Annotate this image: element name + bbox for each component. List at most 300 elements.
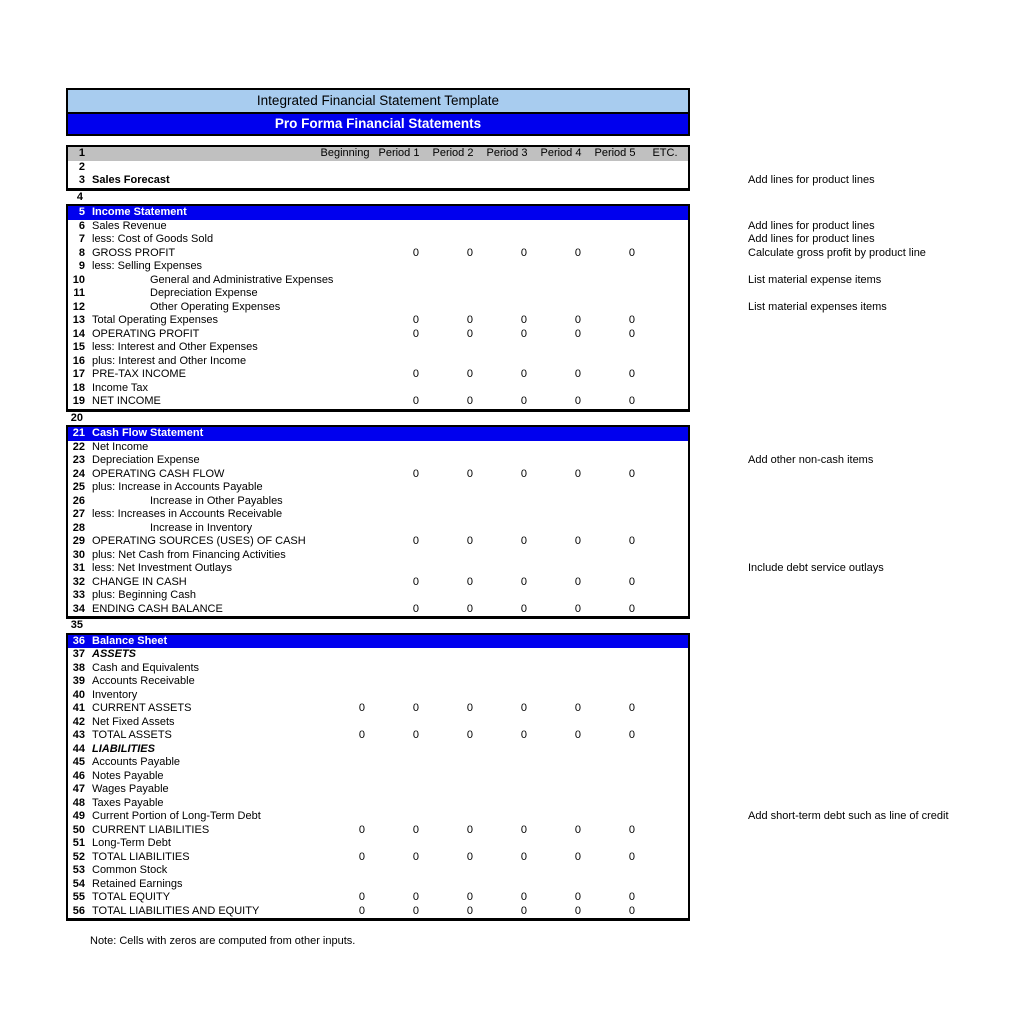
sheet-row [68,328,688,342]
value-cell [588,562,642,576]
value-cell [588,233,642,247]
sheet-row [68,260,688,274]
value-cell: 0 [466,729,473,741]
value-cell [318,878,372,892]
value-cell [318,468,372,482]
value-cell [480,675,534,689]
value-cell: 0 [574,395,581,407]
value-cell [588,287,642,301]
value-cell [480,810,534,824]
value-cell [536,191,590,205]
row-label: TOTAL LIABILITIES [92,850,190,863]
value-cell [590,619,644,633]
value-cell: 0 [358,850,365,863]
value-cell: 0 [628,850,635,863]
value-cell [374,191,428,205]
value-cell [480,441,534,455]
value-cell [372,495,426,509]
margin-note: Add lines for product lines [748,233,875,245]
value-cell [642,328,688,342]
row-number: 52 [72,850,85,863]
row-number: 15 [72,341,85,353]
value-cell: 0 [412,891,419,903]
value-cell [372,481,426,495]
row-label: less: Interest and Other Expenses [92,341,258,353]
value-cell [318,716,372,730]
value-cell [480,522,534,536]
row-number: 19 [72,395,85,407]
value-cell [534,797,588,811]
value-cell [642,824,688,838]
row-label: Income Tax [92,381,149,394]
value-cell: 0 [628,246,635,259]
value-cell [588,522,642,536]
value-cell [426,174,480,188]
value-cell [588,648,642,662]
value-cell [644,191,690,205]
value-cell [588,716,642,730]
value-cell: 0 [466,823,473,836]
value-cell [426,648,480,662]
value-cell [642,562,688,576]
value-cell [482,412,536,426]
value-cell [428,191,482,205]
row-label: CURRENT ASSETS [92,702,192,714]
value-cell [318,770,372,784]
value-cell: 0 [520,602,527,615]
value-cell: 0 [520,395,527,407]
row-number: 20 [70,411,83,424]
value-cell: 0 [628,535,635,547]
value-cell [534,635,588,649]
value-cell [588,797,642,811]
value-cell [320,191,374,205]
sheet-row [68,161,688,175]
value-cell [534,837,588,851]
value-cell: 0 [520,246,527,259]
row-number: 24 [72,467,85,480]
value-cell [372,220,426,234]
value-cell [426,341,480,355]
value-cell [318,314,372,328]
row-number: 46 [72,769,85,782]
row-label: Increase in Other Payables [150,494,283,507]
value-cell [318,689,372,703]
value-cell [372,589,426,603]
row-label: Depreciation Expense [150,287,258,299]
value-cell [372,549,426,563]
value-cell [642,662,688,676]
row-label: plus: Increase in Accounts Payable [92,481,263,493]
value-cell [534,810,588,824]
row-label: Other Operating Expenses [150,300,281,313]
value-cell [426,260,480,274]
value-cell [426,743,480,757]
value-cell [426,562,480,576]
value-cell [534,589,588,603]
value-cell: 0 [520,368,527,380]
value-cell: 0 [358,891,365,903]
row-label: Notes Payable [92,769,164,782]
value-cell [426,161,480,175]
value-cell [588,635,642,649]
column-header-cell: Period 2 [432,147,474,159]
value-cell: 0 [574,246,581,259]
sheet-row [68,549,688,563]
value-cell [426,355,480,369]
value-cell [318,174,372,188]
value-cell [426,549,480,563]
value-cell: 0 [466,850,473,863]
value-cell: 0 [358,823,365,836]
value-cell [482,619,536,633]
value-cell [588,454,642,468]
value-cell [318,206,372,220]
value-cell: 0 [412,368,419,380]
value-cell [372,233,426,247]
value-cell [318,783,372,797]
value-cell [372,260,426,274]
value-cell [320,412,374,426]
sheet-row [68,273,882,288]
value-cell [372,206,426,220]
value-cell [426,797,480,811]
value-cell: 0 [574,535,581,547]
value-cell [480,260,534,274]
value-cell [480,783,534,797]
value-cell [642,797,688,811]
value-cell: 0 [574,602,581,615]
sheet-row [68,287,688,301]
value-cell [588,756,642,770]
row-label: PRE-TAX INCOME [92,368,186,380]
value-cell [426,770,480,784]
value-cell [642,729,688,743]
row-number: 23 [72,454,85,466]
value-cell [426,878,480,892]
value-cell: 0 [574,850,581,863]
value-cell [534,662,588,676]
value-cell [372,522,426,536]
value-cell [642,635,688,649]
grid [66,145,949,921]
value-cell [588,427,642,441]
value-cell: 0 [520,314,527,326]
value-cell [480,689,534,703]
value-cell [318,549,372,563]
value-cell [372,675,426,689]
value-cell [642,837,688,851]
value-cell: 0 [628,904,635,917]
value-cell [480,495,534,509]
value-cell [588,174,642,188]
value-cell [480,756,534,770]
value-cell [642,206,688,220]
value-cell [426,441,480,455]
value-cell [426,837,480,851]
row-label: Net Fixed Assets [92,715,175,728]
value-cell: 0 [520,823,527,836]
row-number: 30 [72,548,85,561]
sheet-row [68,454,874,468]
row-number: 38 [72,661,85,674]
value-cell [534,454,588,468]
value-cell [642,495,688,509]
value-cell [318,589,372,603]
row-label: Cash and Equivalents [92,661,200,674]
spreadsheet-page [66,88,949,947]
row-number: 51 [72,837,85,849]
value-cell: 0 [628,327,635,340]
section-header-row [68,635,688,649]
margin-note: Calculate gross profit by product line [748,246,926,259]
row-number: 1 [78,147,85,159]
row-number: 36 [72,634,85,647]
value-cell [426,233,480,247]
value-cell [534,495,588,509]
sheet-row [68,395,688,409]
value-cell [588,837,642,851]
value-cell [426,810,480,824]
value-cell [426,481,480,495]
value-cell [495,274,549,288]
row-label: Accounts Receivable [92,675,195,687]
value-cell [588,770,642,784]
value-cell: 0 [358,702,365,714]
value-cell: 0 [520,467,527,480]
spacer-row [66,191,690,205]
value-cell [480,454,534,468]
value-cell [318,287,372,301]
value-cell: 0 [466,891,473,903]
row-number: 48 [72,796,85,809]
value-cell: 0 [628,467,635,480]
value-cell [642,287,688,301]
sheet-row [68,797,688,811]
row-number: 43 [72,729,85,741]
row-label: Wages Payable [92,783,169,795]
value-cell [642,589,688,603]
value-cell: 0 [628,823,635,836]
value-cell [588,864,642,878]
value-cell [372,161,426,175]
row-label: Long-Term Debt [92,837,171,849]
row-label: less: Selling Expenses [92,260,203,272]
row-label: less: Net Investment Outlays [92,562,232,574]
value-cell [642,576,688,590]
row-label: ENDING CASH BALANCE [92,602,223,615]
value-cell [642,508,688,522]
value-cell [318,535,372,549]
sheet-row [68,662,688,676]
value-cell [534,441,588,455]
value-cell [372,562,426,576]
value-cell [318,220,372,234]
value-cell [588,689,642,703]
value-cell [534,716,588,730]
value-cell [426,427,480,441]
value-cell [318,648,372,662]
row-number: 45 [72,756,85,768]
value-cell [426,382,480,396]
value-cell: 0 [412,904,419,917]
row-number: 49 [72,810,85,822]
sheet-row [68,716,688,730]
value-cell [642,314,688,328]
value-cell [642,481,688,495]
value-cell [588,810,642,824]
value-cell [480,382,534,396]
value-cell [642,441,688,455]
value-cell [372,382,426,396]
row-label: Accounts Payable [92,756,181,768]
value-cell: 0 [628,314,635,326]
value-cell [642,355,688,369]
value-cell [372,770,426,784]
value-cell [534,260,588,274]
sheet-row [68,783,688,797]
column-header-cell: Beginning [320,147,370,159]
row-number: 10 [72,273,85,286]
value-cell: 0 [412,314,419,326]
value-cell [534,770,588,784]
value-cell [534,743,588,757]
row-number: 11 [73,287,85,299]
value-cell [318,341,372,355]
value-cell: 0 [574,575,581,588]
value-cell [534,301,588,315]
sheet-row [68,891,688,905]
value-cell [318,864,372,878]
value-cell: 0 [574,823,581,836]
row-number: 31 [72,562,85,574]
value-cell [534,864,588,878]
value-cell: 0 [574,729,581,741]
value-cell [642,851,688,865]
value-cell [372,878,426,892]
value-cell: 0 [628,368,635,380]
row-number: 18 [72,381,85,394]
value-cell [480,562,534,576]
row-label: Retained Earnings [92,877,183,890]
value-cell: 0 [628,891,635,903]
value-cell: 0 [628,395,635,407]
value-cell [372,441,426,455]
sheet-row [68,770,688,784]
value-cell [590,191,644,205]
value-cell [480,662,534,676]
row-label: CURRENT LIABILITIES [92,823,210,836]
value-cell: 0 [412,702,419,714]
value-cell [534,287,588,301]
row-number: 47 [72,783,85,795]
value-cell [372,454,426,468]
column-header-cell: Period 5 [594,147,636,159]
value-cell: 0 [412,602,419,615]
row-number: 22 [72,440,85,453]
row-label: NET INCOME [92,395,161,407]
value-cell [657,274,703,288]
value-cell [642,341,688,355]
value-cell [588,441,642,455]
value-cell [642,864,688,878]
row-number: 17 [72,368,85,380]
value-cell [480,341,534,355]
value-cell: 0 [574,904,581,917]
value-cell [480,635,534,649]
value-cell [480,206,534,220]
value-cell [426,675,480,689]
value-cell [642,161,688,175]
row-label: Depreciation Expense [92,454,200,466]
row-label: General and Administrative Expenses [150,273,334,286]
row-label [88,147,318,161]
sheet-row [68,864,688,878]
row-label [88,161,318,175]
value-cell [318,395,372,409]
value-cell [318,756,372,770]
row-label: less: Increases in Accounts Receivable [92,508,283,520]
value-cell [534,508,588,522]
value-cell [318,161,372,175]
sheet-row [68,468,688,482]
value-cell: 0 [466,535,473,547]
value-cell [534,481,588,495]
value-cell [318,368,372,382]
sheet-row [68,743,688,757]
value-cell [426,220,480,234]
value-cell: 0 [412,729,419,741]
value-cell [318,382,372,396]
value-cell: 0 [466,904,473,917]
sheet-row [68,246,926,261]
value-cell [642,810,688,824]
value-cell [642,260,688,274]
value-cell [588,481,642,495]
value-cell: 0 [466,575,473,588]
value-cell: 0 [574,891,581,903]
value-cell [588,495,642,509]
row-label: OPERATING SOURCES (USES) OF CASH [92,535,306,547]
value-cell [318,328,372,342]
sheet-row [68,233,875,247]
row-label: Taxes Payable [92,796,164,809]
value-cell [426,454,480,468]
value-cell [480,233,534,247]
value-cell [644,412,690,426]
row-number: 41 [72,702,85,714]
value-cell [534,220,588,234]
row-number: 44 [72,742,85,755]
row-number: 56 [72,904,85,917]
sheet-row [66,619,690,633]
statement-box [66,204,926,412]
row-number: 6 [78,219,85,232]
value-cell: 0 [520,891,527,903]
value-cell [372,716,426,730]
row-label: Net Income [92,440,149,453]
value-cell [480,220,534,234]
row-label [86,619,320,633]
value-cell [642,220,688,234]
margin-note: Include debt service outlays [748,562,884,574]
margin-note: Add short-term debt such as line of credit [748,810,949,822]
value-cell [426,495,480,509]
row-label: plus: Interest and Other Income [92,354,247,367]
value-cell: 0 [520,575,527,588]
value-cell [642,368,688,382]
value-cell [536,619,590,633]
